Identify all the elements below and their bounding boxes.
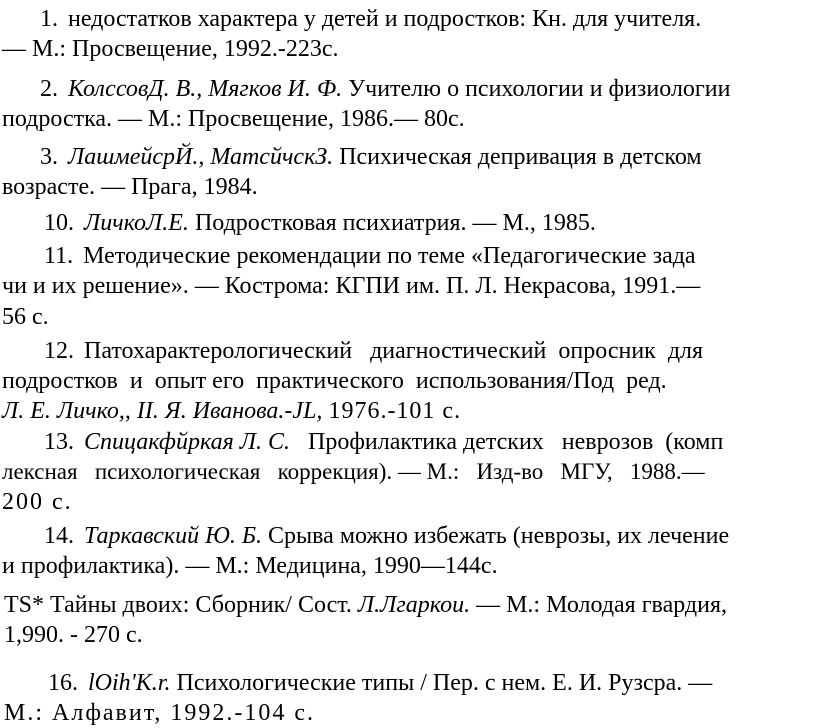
entry-text: Подростковая психиатрия. — М., 1985. (194, 210, 596, 236)
entry-authors: Таркавский Ю. Б. (84, 523, 263, 549)
entry-text: Методические рекомендации по теме «Педагогические зада (83, 243, 696, 269)
entry-12-line-3 (0, 396, 816, 426)
entry-number: 12. (44, 338, 74, 364)
entry-authors: lOih'K.r. (88, 670, 171, 696)
entry-number: 16. (48, 670, 78, 696)
entry-text: лексная психологическая коррекция). — М.: Изд-во МГУ, 1988.— (2, 459, 705, 484)
entry-13-line-2 (0, 457, 816, 487)
entry-1-line-2 (0, 34, 816, 64)
entry-16-line-1 (0, 668, 816, 698)
entry-text: Учителю о психологии и физиологии (348, 76, 731, 102)
entry-text: М.: Алфавит, 1992.-104 с. (4, 700, 316, 726)
entry-number: 11. (44, 243, 74, 269)
entry-text: 56 с. (2, 304, 49, 330)
entry-authors: КолссовД. В., Мягков И. Ф. (68, 76, 343, 102)
entry-16-line-2 (0, 698, 816, 728)
entry-number: 10. (44, 210, 74, 236)
entry-text: возрасте. — Прага, 1984. (2, 174, 258, 200)
entry-number: 14. (44, 523, 74, 549)
entry-number: 2. (40, 76, 58, 102)
entry-number: 3. (40, 144, 58, 170)
entry-12-line-1 (0, 336, 816, 366)
entry-text: Психическая депривация в детском (339, 144, 702, 170)
entry-3-line-2 (0, 172, 816, 202)
entry-14-line-1 (0, 521, 816, 551)
entry-text: — М.: Молодая гвардия, (476, 592, 728, 618)
entry-authors: Спицакфйркая Л. С. (84, 429, 291, 455)
entry-13-line-3 (0, 487, 816, 517)
entry-3-line-1 (0, 142, 816, 172)
entry-number: 13. (44, 429, 74, 455)
entry-text: 1,990. - 270 с. (4, 622, 143, 648)
entry-text: и профилактика). — М.: Медицина, 1990—144с. (2, 553, 498, 579)
entry-2-line-1 (0, 74, 816, 104)
entry-text: 200 с. (2, 489, 73, 515)
entry-2-line-2 (0, 104, 816, 134)
entry-number: TS* (4, 592, 45, 618)
entry-11-line-3 (0, 302, 816, 332)
entry-10-line-1 (0, 208, 816, 238)
entry-15-line-1 (0, 590, 816, 620)
entry-text: 1976.-101 с. (328, 398, 462, 424)
entry-text: Профилактика детских неврозов (комп (308, 429, 724, 455)
entry-text: Психологические типы / Пер. с нем. Е. И. Рузсра. — (176, 670, 713, 696)
entry-text: недостатков характера у детей и подростков: Кн. для учителя. (68, 6, 702, 32)
entry-text: — М.: Просвещение, 1992.-223с. (2, 36, 339, 62)
entry-text: подростка. — М.: Просвещение, 1986.— 80с. (2, 106, 465, 132)
entry-13-line-1 (0, 427, 816, 457)
entry-text: Тайны двоих: Сборник/ Сост. (50, 592, 352, 618)
entry-text: чи и их решение». — Кострома: КГПИ им. П. Л. Некрасова, 1991.— (2, 273, 701, 299)
entry-text: Срыва можно избежать (неврозы, их лечение (268, 523, 730, 549)
entry-compiler: Л.Лгаркои. (357, 592, 471, 618)
entry-11-line-1 (0, 241, 816, 271)
entry-authors: ЛичкоЛ.Е. (84, 210, 189, 236)
entry-15-line-2 (0, 620, 816, 650)
entry-authors: ЛашмейсрЙ., МатсйчскЗ. (68, 144, 334, 170)
entry-number: 1. (40, 6, 58, 32)
entry-12-line-2 (0, 366, 816, 396)
entry-14-line-2 (0, 551, 816, 581)
entry-text: подростков и опыт его практического использования/Под ред. (2, 368, 667, 394)
entry-11-line-2 (0, 271, 816, 301)
entry-text: Патохарактерологический диагностический опросник для (84, 338, 704, 364)
entry-editors: Л. Е. Личко,, II. Я. Иванова.-JL, (2, 398, 323, 424)
entry-1-line-1 (0, 4, 816, 34)
